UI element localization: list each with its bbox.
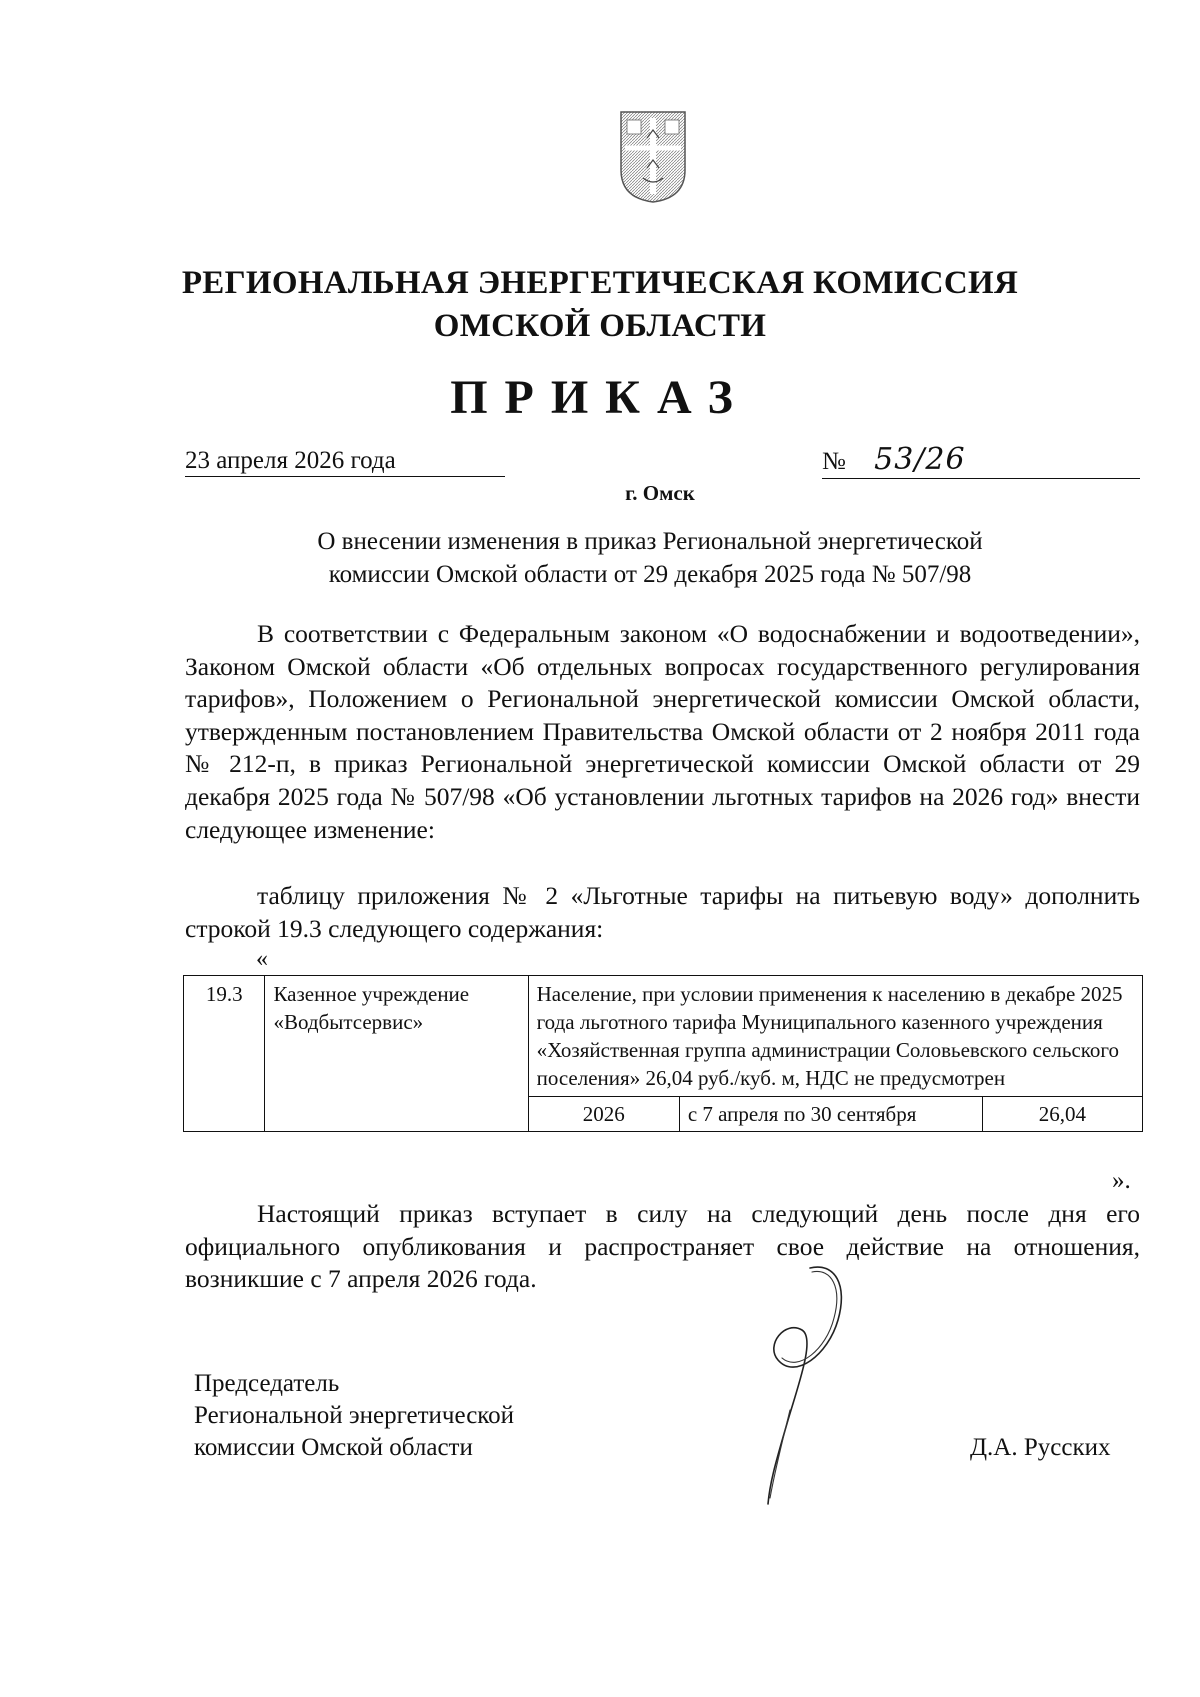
- tariff-cell: 26,04: [982, 1097, 1142, 1132]
- signer-position: [194, 1368, 514, 1464]
- subject-line-2: комиссии Омской области от 29 декабря 2025 года № 507/98: [328, 561, 972, 588]
- signer-position-line-3: комиссии Омской области: [194, 1434, 473, 1461]
- document-date: 23 апреля 2026 года: [185, 446, 505, 477]
- tariff-table: [183, 975, 1143, 1132]
- subject-line-1: О внесении изменения в приказ Региональной энергетической: [317, 528, 983, 555]
- document-city: г. Омск: [625, 481, 695, 505]
- body-paragraph-1: [185, 618, 1140, 846]
- signer-name: Д.А. Русских: [970, 1434, 1111, 1461]
- opening-quote: «: [256, 946, 268, 972]
- body-paragraph-3-text: Настоящий приказ вступает в силу на следующий день после дня его официального опубликования и распространяет свое действие на отношения, возникшие с 7 апреля 2026 года.: [185, 1199, 1140, 1294]
- closing-quote: ».: [1112, 1167, 1131, 1194]
- consumer-group-cell: Население, при условии применения к населению в декабре 2025 года льготного тарифа Муниципального казенного учреждения «Хозяйственная группа администрации Соловьевского сельского поселения» 26,04 руб./куб. м, НДС не предусмотрен: [528, 976, 1142, 1097]
- signer-position-line-1: Председатель: [194, 1370, 340, 1397]
- table-row: [184, 976, 1143, 1097]
- body-paragraph-3: [185, 1198, 1140, 1296]
- document-type: ПРИКАЗ: [450, 371, 750, 424]
- omsk-coat-of-arms-icon: [617, 108, 689, 204]
- year-cell: 2026: [528, 1097, 679, 1132]
- document-number: [822, 444, 1140, 479]
- organization-cell: Казенное учреждение «Водбытсервис»: [265, 976, 528, 1132]
- body-paragraph-2: [185, 880, 1140, 945]
- organization-title-line-2: ОМСКОЙ ОБЛАСТИ: [433, 308, 767, 344]
- handwritten-signature: [740, 1260, 870, 1510]
- signer-position-line-2: Региональной энергетической: [194, 1402, 515, 1429]
- body-paragraph-1-text: В соответствии с Федеральным законом «О водоснабжении и водоотведении», Законом Омской области «Об отдельных вопросах государственного регулирования тарифов», Положением о Региональной энергетической комиссии Омской области, утвержденным постановлением Правительства Омской области от 2 ноября 2011 года № 212-п, в приказ Региональной энергетической комиссии Омской области от 29 декабря 2025 года № 507/98 «Об установлении льготных тарифов на 2026 год» внести следующее изменение:: [185, 619, 1140, 844]
- number-prefix: №: [822, 448, 846, 475]
- organization-title: [0, 262, 1200, 348]
- document-subject: [240, 525, 1060, 591]
- number-value: 53/26: [874, 442, 966, 477]
- organization-title-line-1: РЕГИОНАЛЬНАЯ ЭНЕРГЕТИЧЕСКАЯ КОМИССИЯ: [181, 265, 1019, 301]
- body-paragraph-2-text: таблицу приложения № 2 «Льготные тарифы на питьевую воду» дополнить строкой 19.3 следующего содержания:: [185, 881, 1140, 943]
- period-cell: с 7 апреля по 30 сентября: [679, 1097, 982, 1132]
- row-number-cell: 19.3: [184, 976, 265, 1132]
